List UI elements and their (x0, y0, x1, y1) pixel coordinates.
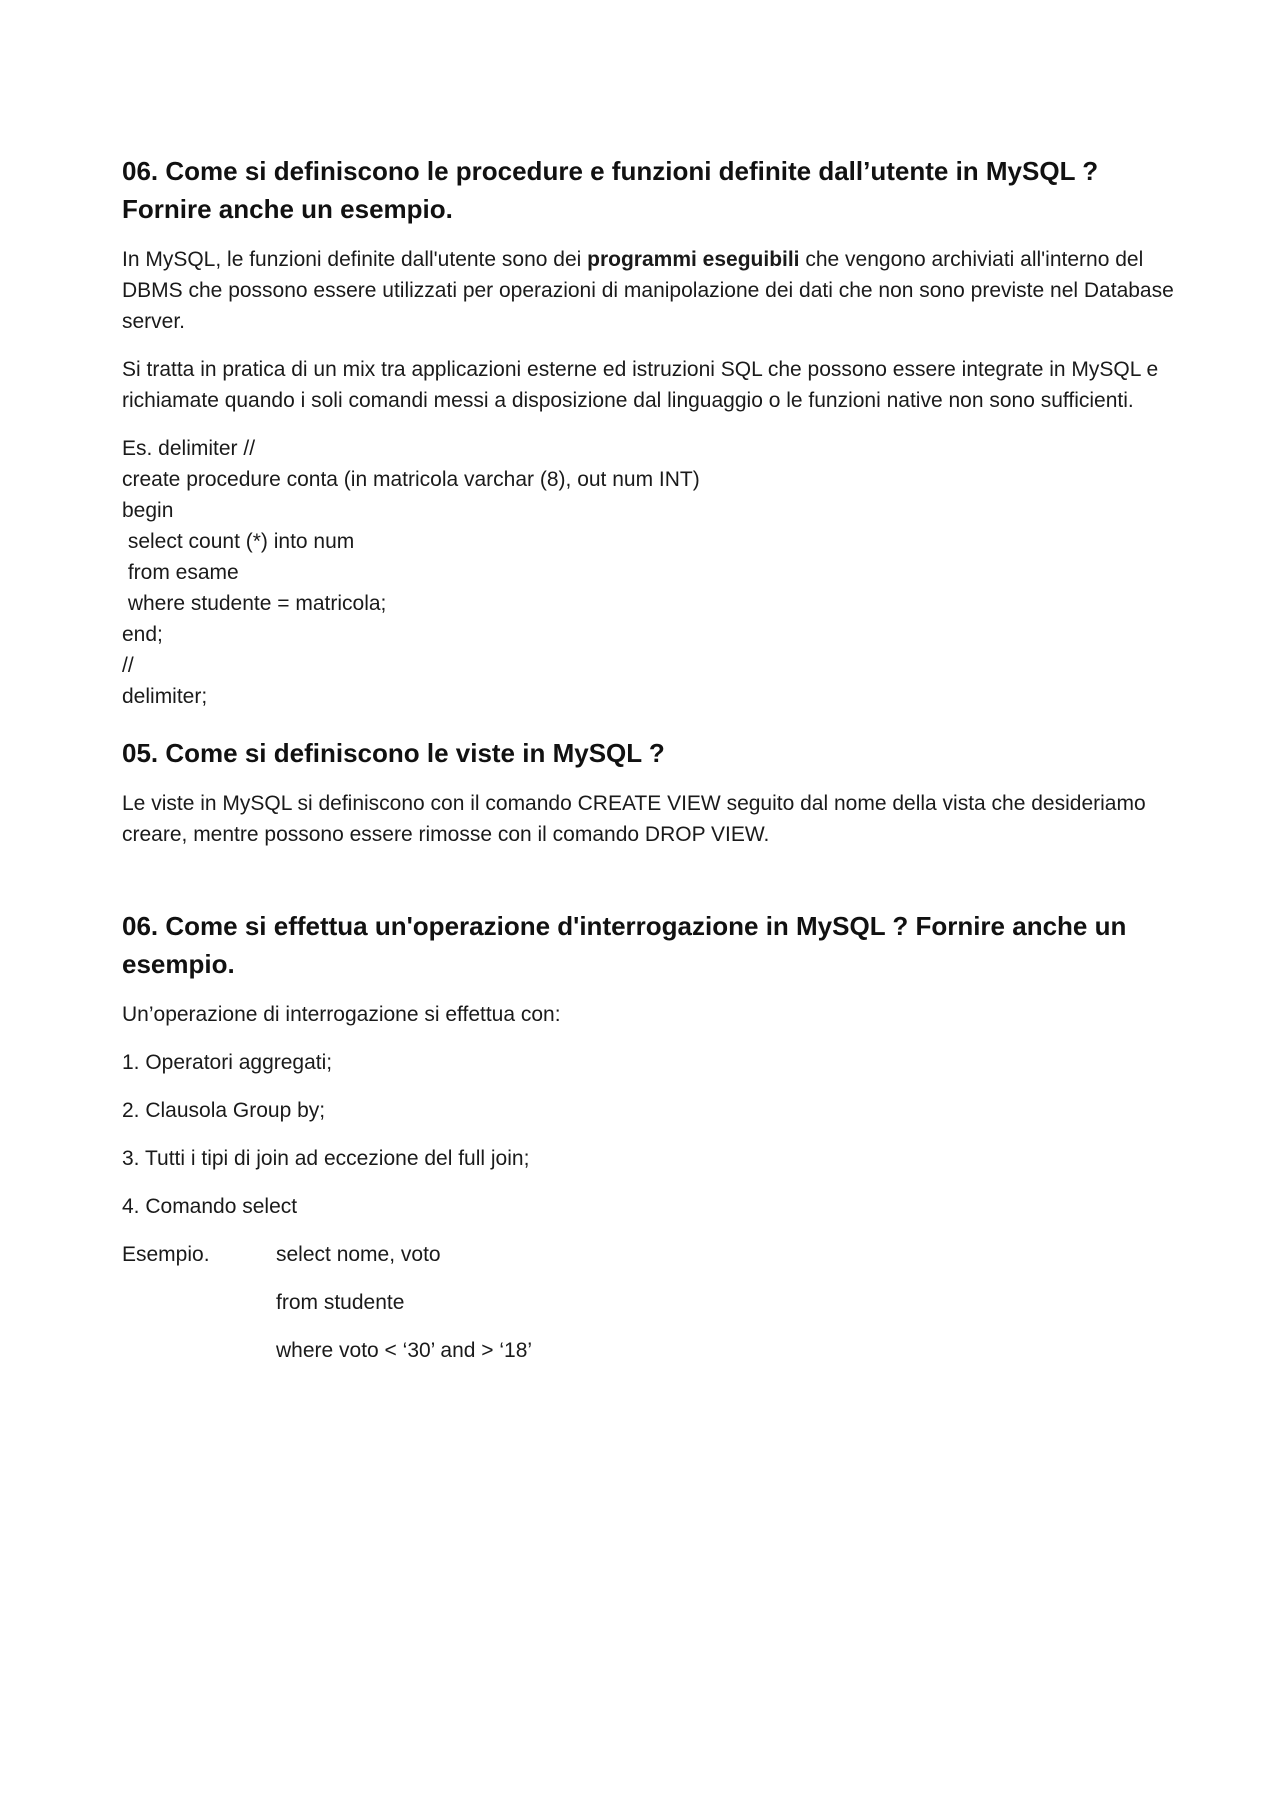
example-line: select nome, voto (276, 1243, 441, 1266)
code-line: where studente = matricola; (122, 592, 387, 615)
paragraph-udf-mix: Si tratta in pratica di un mix tra applicazioni esterne ed istruzioni SQL che possono essere integrate in MySQL e richiamate quando i soli comandi messi a disposizione dal linguaggio o le funzioni native non sono sufficienti. (122, 358, 1159, 412)
code-line: Es. delimiter // (122, 437, 256, 460)
example-row (122, 1335, 1182, 1366)
code-example-procedure (122, 433, 1182, 712)
example-indent (122, 1287, 276, 1318)
example-row (122, 1239, 1182, 1270)
spacer (122, 867, 1182, 907)
paragraph-query-intro: Un’operazione di interrogazione si effettua con: (122, 1003, 561, 1026)
code-line: // (122, 654, 134, 677)
code-line: delimiter; (122, 685, 208, 708)
section-title-procedures: 06. Come si definiscono le procedure e funzioni definite dall’utente in MySQL ? Fornire anche un esempio. (122, 156, 1099, 224)
example-line: from studente (276, 1291, 405, 1314)
example-row (122, 1287, 1182, 1318)
example-label: Esempio. (122, 1243, 210, 1266)
list-item: 1. Operatori aggregati; (122, 1051, 333, 1074)
code-line: from esame (122, 561, 239, 584)
list-item: 2. Clausola Group by; (122, 1099, 326, 1122)
section-title-query: 06. Come si effettua un'operazione d'interrogazione in MySQL ? Fornire anche un esempio. (122, 911, 1127, 979)
paragraph-views: Le viste in MySQL si definiscono con il comando CREATE VIEW seguito dal nome della vista che desideriamo creare, mentre possono essere rimosse con il comando DROP VIEW. (122, 792, 1146, 846)
paragraph-udf-definition (122, 244, 1182, 337)
code-line: create procedure conta (in matricola varchar (8), out num INT) (122, 468, 700, 491)
text-run: che vengono archiviati all'interno del DBMS che possono essere utilizzati per operazioni di manipolazione dei dati che non sono previste nel Database server. (122, 248, 1174, 333)
code-line: end; (122, 623, 163, 646)
code-line: select count (*) into num (122, 530, 355, 553)
code-line: begin (122, 499, 174, 522)
section-title-views: 05. Come si definiscono le viste in MySQL ? (122, 738, 665, 768)
list-item: 4. Comando select (122, 1195, 298, 1218)
list-item: 3. Tutti i tipi di join ad eccezione del full join; (122, 1147, 530, 1170)
document-content (122, 152, 1182, 1383)
example-indent (122, 1335, 276, 1366)
bold-text-run: programmi eseguibili (587, 248, 800, 271)
text-run: In MySQL, le funzioni definite dall'utente sono dei (122, 248, 588, 271)
example-line: where voto < ‘30’ and > ‘18’ (276, 1339, 533, 1362)
